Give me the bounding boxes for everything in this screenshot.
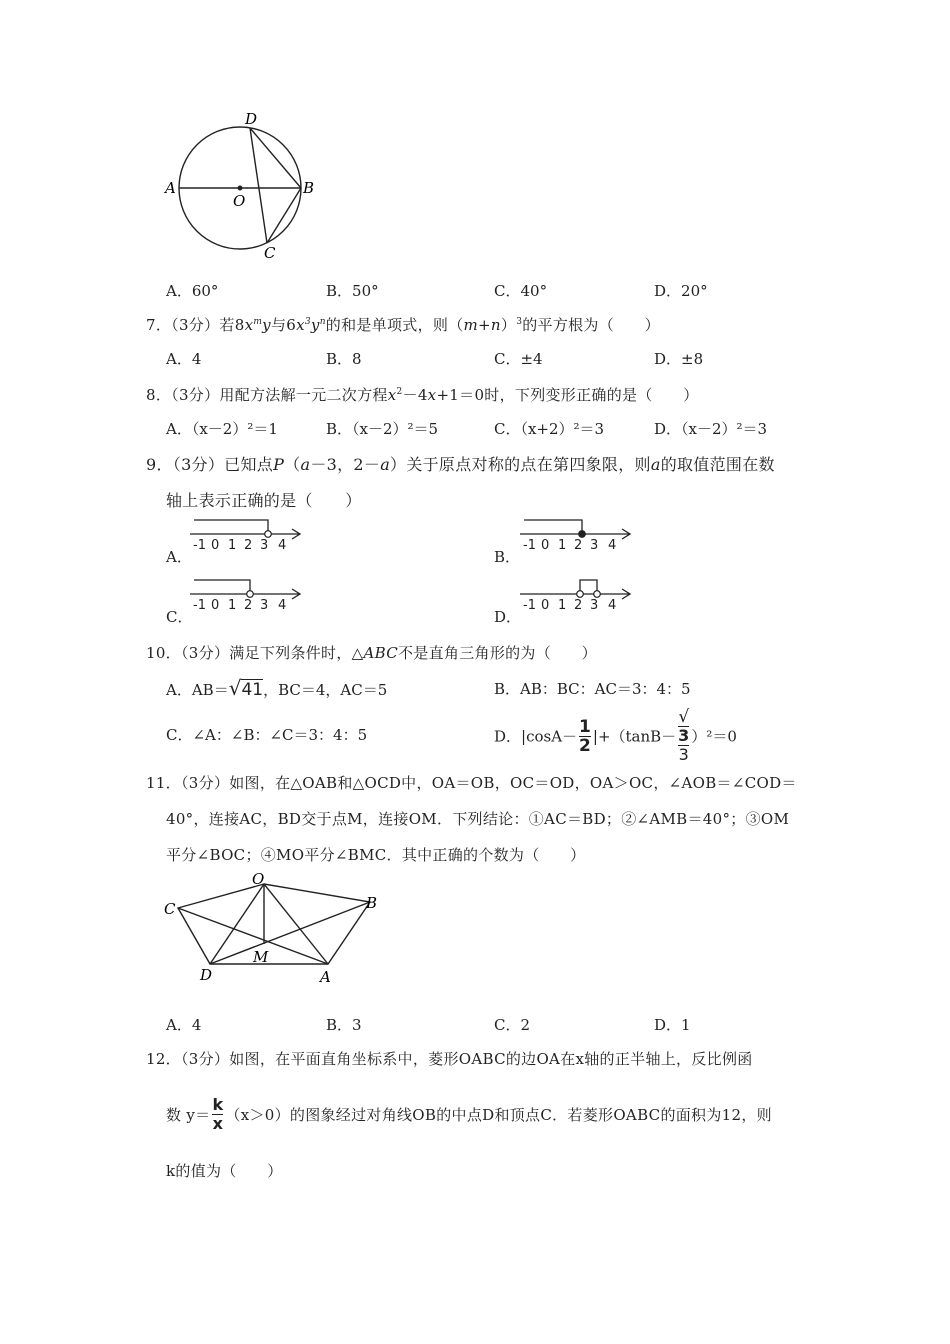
q8-option-a[interactable]: A．（x－2）²＝1 <box>166 420 278 438</box>
tick-label: -1 <box>193 538 206 552</box>
label-o: O <box>252 870 265 888</box>
tick-label: 2 <box>574 538 583 552</box>
tick-label: 2 <box>574 598 583 612</box>
q10-stem: 10．（3分）满足下列条件时，△ABC不是直角三角形的为（ ） <box>146 644 597 662</box>
center-point <box>238 186 243 191</box>
q9-option-a-letter[interactable]: A． <box>166 548 192 566</box>
tick-label: 0 <box>211 538 220 552</box>
tick-label: 2 <box>244 598 253 612</box>
q10-option-d[interactable]: D．|cosA－ $\frac{1}{2}$ |+（tanB－ √ 3 3 ）²＝0 <box>494 707 737 764</box>
tick-label: 3 <box>590 598 599 612</box>
tick-label: 1 <box>558 598 567 612</box>
q8-option-c[interactable]: C．（x+2）²＝3 <box>494 420 605 438</box>
tick-label: 0 <box>211 598 220 612</box>
q9-number-line-c[interactable] <box>186 572 306 612</box>
q6-option-c[interactable]: C．40° <box>494 282 548 300</box>
q12-stem-line3: k的值为（ ） <box>166 1162 283 1180</box>
q9-option-b-letter[interactable]: B． <box>494 548 521 566</box>
sqrt-symbol: √ <box>228 676 242 700</box>
tick-label: 3 <box>260 538 269 552</box>
q9-stem-line1: 9．（3分）已知点P（a－3，2－a）关于原点对称的点在第四象限，则a的取值范围在数 <box>146 455 775 474</box>
q11-stem-line2: 40°，连接AC，BD交于点M，连接OM．下列结论：①AC＝BD；②∠AMB＝40°；③OM <box>166 810 790 828</box>
q10-option-b[interactable]: B．AB：BC：AC＝3：4：5 <box>494 680 691 698</box>
q6-circle-figure <box>160 108 330 268</box>
tick-label: -1 <box>193 598 206 612</box>
q11-triangle-figure <box>158 868 388 988</box>
q6-option-a[interactable]: A．60° <box>166 282 219 300</box>
tick-label: -1 <box>523 538 536 552</box>
label-d: D <box>245 110 258 128</box>
q7-option-d[interactable]: D．±8 <box>654 350 704 368</box>
tick-label: -1 <box>523 598 536 612</box>
q11-option-c[interactable]: C．2 <box>494 1016 531 1034</box>
tick-label: 1 <box>228 538 237 552</box>
q11-option-d[interactable]: D．1 <box>654 1016 691 1034</box>
q11-option-a[interactable]: A．4 <box>166 1016 202 1034</box>
label-c: C <box>264 244 276 262</box>
tick-label: 2 <box>244 538 253 552</box>
tick-label: 1 <box>558 538 567 552</box>
q9-stem-line2: 轴上表示正确的是（ ） <box>166 491 362 510</box>
q9-number-line-b[interactable] <box>516 512 636 552</box>
q8-option-b[interactable]: B．（x－2）²＝5 <box>326 420 439 438</box>
q8-stem: 8．（3分）用配方法解一元二次方程$x^2-4x+1=0$时，下列变形正确的是（ ） <box>146 386 699 404</box>
q9-number-line-a[interactable] <box>186 512 306 552</box>
q12-stem-line2: 数 y＝ $\frac{k}{x}$ （x＞0）的图象经过对角线OB的中点D和顶点C．若菱形OABC的面积为12，则 <box>166 1095 772 1133</box>
q8-option-d[interactable]: D．（x－2）²＝3 <box>654 420 768 438</box>
label-b: B <box>303 179 315 197</box>
label-a: A <box>320 968 331 986</box>
q7-option-a[interactable]: A．4 <box>166 350 202 368</box>
tick-label: 1 <box>228 598 237 612</box>
tick-label: 3 <box>590 538 599 552</box>
label-d: D <box>200 966 213 984</box>
tick-label: 4 <box>278 598 287 612</box>
label-b: B <box>366 894 378 912</box>
q11-stem-line3: 平分∠BOC；④MO平分∠BMC．其中正确的个数为（ ） <box>166 846 586 864</box>
tick-label: 4 <box>278 538 287 552</box>
q11-option-b[interactable]: B．3 <box>326 1016 362 1034</box>
tick-label: 4 <box>608 598 617 612</box>
tick-label: 0 <box>541 598 550 612</box>
q7-stem: 7．（3分）若$8x^my$与$6x^3y^n$的和是单项式，则$(m+n)^3$的平方根为（ ） <box>146 316 660 334</box>
tick-label: 0 <box>541 538 550 552</box>
label-m: M <box>253 948 269 966</box>
q10-option-a[interactable]: A．AB＝√41，BC＝4，AC＝5 <box>166 676 388 700</box>
q10-option-c[interactable]: C．∠A：∠B：∠C＝3：4：5 <box>166 726 368 744</box>
tick-label: 3 <box>260 598 269 612</box>
tick-label: 4 <box>608 538 617 552</box>
chord-cb <box>267 188 301 243</box>
q9-option-d-letter[interactable]: D． <box>494 608 522 626</box>
q9-option-c-letter[interactable]: C． <box>166 608 193 626</box>
q9-number-line-d[interactable] <box>516 572 636 612</box>
q7-option-b[interactable]: B．8 <box>326 350 362 368</box>
q6-option-b[interactable]: B．50° <box>326 282 379 300</box>
q11-stem-line1: 11．（3分）如图，在△OAB和△OCD中，OA＝OB，OC＝OD，OA＞OC，∠AOB＝∠COD＝ <box>146 774 797 792</box>
label-a: A <box>165 179 176 197</box>
label-c: C <box>164 900 176 918</box>
label-o: O <box>233 192 246 210</box>
q7-option-c[interactable]: C．±4 <box>494 350 543 368</box>
q12-stem-line1: 12．（3分）如图，在平面直角坐标系中，菱形OABC的边OA在x轴的正半轴上，反比例函 <box>146 1050 753 1068</box>
q6-option-d[interactable]: D．20° <box>654 282 708 300</box>
